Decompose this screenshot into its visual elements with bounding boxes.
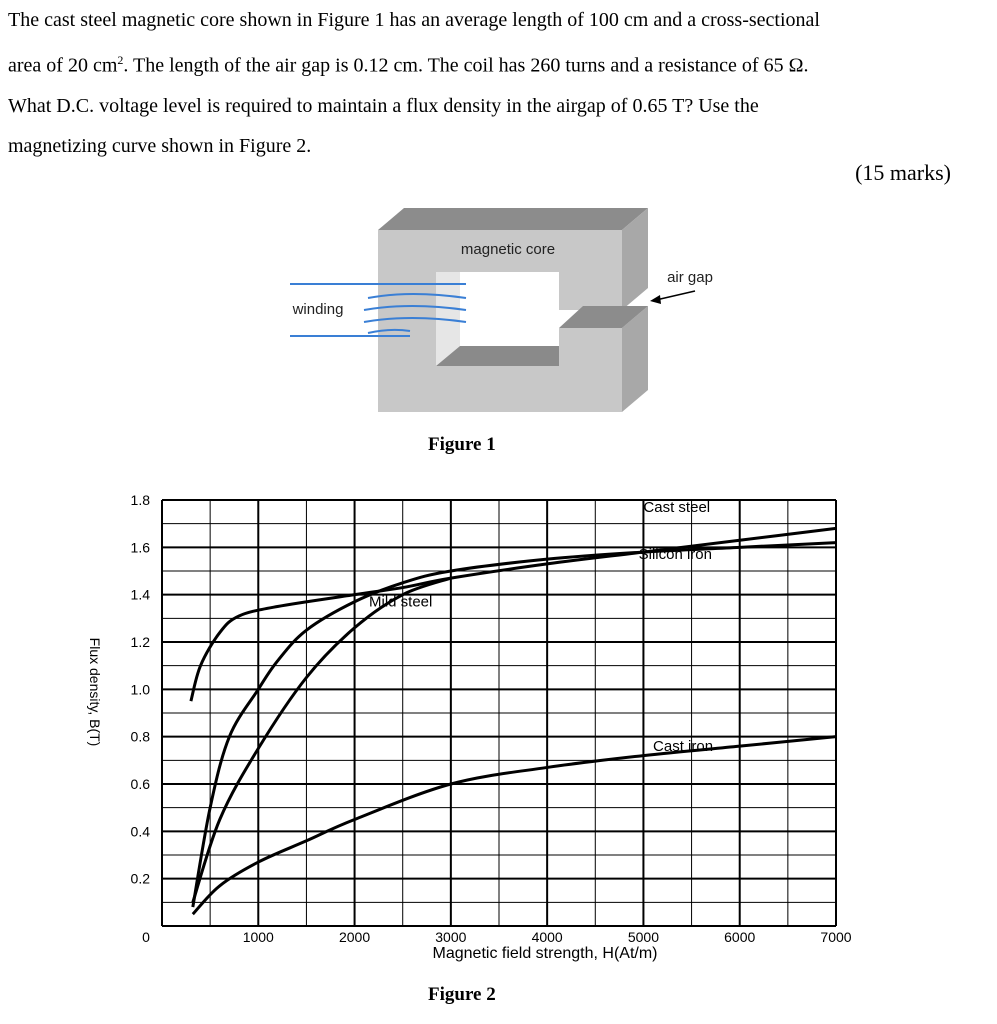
squared-superscript: 2 bbox=[117, 53, 124, 67]
question-line-3-text: What D.C. voltage level is required to maintain a flux density in the airgap of 0.65 T? Use the bbox=[8, 94, 759, 117]
x-axis-label: Magnetic field strength, H(At/m) bbox=[432, 945, 658, 962]
question-line-1 bbox=[8, 0, 952, 40]
label-mild-steel: Mild steel bbox=[369, 593, 433, 611]
question-line-2-a: area of 20 cm bbox=[8, 54, 118, 77]
air-gap-arrowhead bbox=[650, 295, 661, 304]
label-silicon-iron: Silicon iron bbox=[638, 546, 712, 564]
air-gap-label: air gap bbox=[667, 269, 713, 286]
x-tick-label: 5000 bbox=[627, 929, 660, 945]
figure-1-caption: Figure 1 bbox=[428, 434, 496, 455]
x-tick-label: 1000 bbox=[242, 929, 274, 945]
y-tick-label: 0.8 bbox=[130, 728, 150, 745]
curve-mild-steel bbox=[193, 578, 451, 902]
question-text bbox=[8, 0, 952, 166]
y-tick-label: 0.2 bbox=[130, 870, 150, 887]
label-cast-steel: Cast steel bbox=[643, 498, 711, 516]
y-tick-label: 1.2 bbox=[130, 634, 150, 650]
question-line-1-text: The cast steel magnetic core shown in Figure 1 has an average length of 100 cm and a cross-sectional bbox=[8, 9, 820, 31]
y-axis-label: Flux density, B(T) bbox=[87, 637, 103, 747]
figure-2-caption: Figure 2 bbox=[428, 984, 496, 1005]
x-tick-label: 3000 bbox=[435, 929, 467, 945]
x-tick-label: 6000 bbox=[724, 929, 756, 945]
x-tick-label: 7000 bbox=[820, 929, 852, 945]
y-tick-label: 1.4 bbox=[130, 586, 150, 603]
winding-label: winding bbox=[292, 301, 344, 318]
question-line-3 bbox=[8, 86, 952, 126]
y-tick-label: 1.8 bbox=[130, 492, 150, 508]
figure-2-magnetizing-curve bbox=[70, 480, 880, 980]
question-line-4-text: magnetizing curve shown in Figure 2. bbox=[8, 134, 312, 157]
figure-1-core-diagram bbox=[270, 200, 750, 420]
y-tick-label: 1.0 bbox=[130, 681, 150, 698]
core-label: magnetic core bbox=[460, 241, 556, 258]
air-gap-arrow bbox=[656, 291, 695, 300]
y-tick-label: 1.6 bbox=[130, 539, 150, 556]
curve-labels bbox=[369, 499, 713, 755]
question-line-4 bbox=[8, 126, 952, 166]
origin-tick-label: 0 bbox=[142, 929, 150, 945]
x-tick-label: 2000 bbox=[338, 929, 371, 945]
marks-label: (15 marks) bbox=[855, 160, 951, 185]
question-line-2-b: . The length of the air gap is 0.12 cm. The coil has 260 turns and a resistance of 65 Ω. bbox=[123, 54, 809, 77]
label-cast-iron: Cast iron bbox=[653, 737, 714, 755]
y-tick-label: 0.6 bbox=[130, 776, 150, 792]
core-top-face bbox=[378, 208, 648, 230]
question-line-2 bbox=[8, 40, 952, 86]
x-tick-label: 4000 bbox=[531, 929, 563, 945]
y-tick-label: 0.4 bbox=[130, 823, 150, 840]
